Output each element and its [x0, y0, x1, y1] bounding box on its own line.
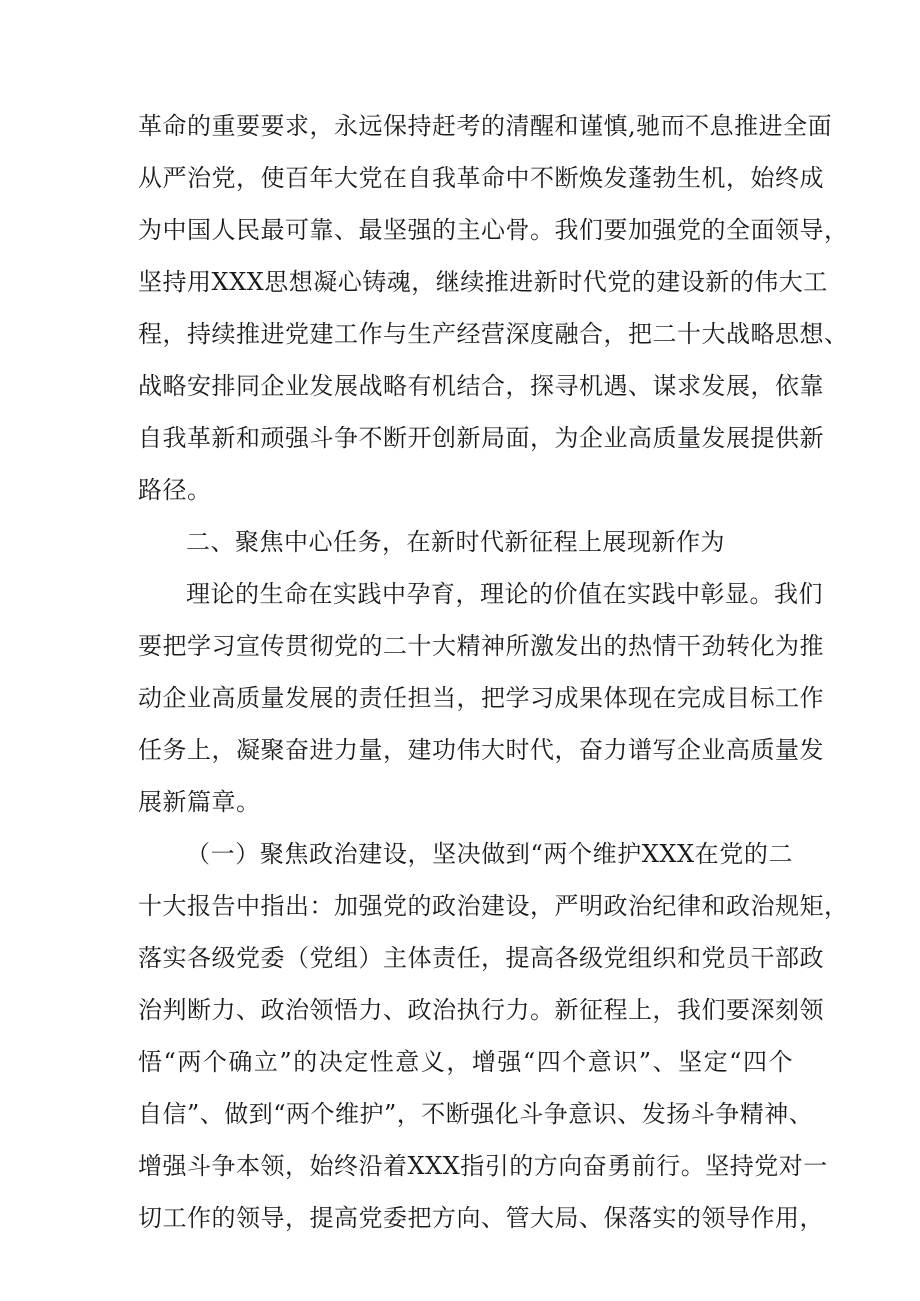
paragraph-line: 革命的重要要求，永远保持赶考的清醒和谨慎,驰而不息推进全面 [138, 112, 833, 140]
paragraph-line: 悟“两个确立”的决定性意义，增强“四个意识”、坚定“四个 [138, 1048, 793, 1076]
paragraph-line: 为中国人民最可靠、最坚强的主心骨。我们要加强党的全面领导， [138, 216, 849, 244]
subsection-line: （一）聚焦政治建设，坚决做到“两个维护XXX在党的二 [186, 840, 793, 868]
paragraph-line: 增强斗争本领，始终沿着XXX指引的方向奋勇前行。坚持党对一 [138, 1152, 828, 1180]
paragraph-line: 自我革新和顽强斗争不断开创新局面，为企业高质量发展提供新 [138, 424, 824, 452]
paragraph-line: 切工作的领导，提高党委把方向、管大局、保落实的领导作用， [138, 1204, 824, 1232]
paragraph-line: 治判断力、政治领悟力、政治执行力。新征程上，我们要深刻领 [138, 996, 824, 1024]
paragraph-line: 路径。 [138, 476, 212, 504]
paragraph-line: 自信”、做到“两个维护”，不断强化斗争意识、发扬斗争精神、 [138, 1100, 814, 1128]
paragraph-line: 十大报告中指出：加强党的政治建设，严明政治纪律和政治规矩， [138, 892, 849, 920]
paragraph-line: 任务上，凝聚奋进力量，建功伟大时代，奋力谱写企业高质量发 [138, 736, 824, 764]
paragraph-line: 坚持用XXX思想凝心铸魂，继续推进新时代党的建设新的伟大工 [138, 268, 828, 296]
paragraph-line: 落实各级党委（党组）主体责任，提高各级党组织和党员干部政 [138, 944, 824, 972]
paragraph-line: 展新篇章。 [138, 788, 261, 816]
paragraph-line: 战略安排同企业发展战略有机结合，探寻机遇、谋求发展，依靠 [138, 372, 824, 400]
paragraph-line: 从严治党，使百年大党在自我革命中不断焕发蓬勃生机，始终成 [138, 164, 824, 192]
paragraph-line: 理论的生命在实践中孕育，理论的价值在实践中彰显。我们 [186, 580, 823, 608]
paragraph-line: 动企业高质量发展的责任担当，把学习成果体现在完成目标工作 [138, 684, 824, 712]
paragraph-line: 程，持续推进党建工作与生产经营深度融合，把二十大战略思想、 [138, 320, 849, 348]
section-heading: 二、聚焦中心任务，在新时代新征程上展现新作为 [186, 528, 725, 556]
paragraph-line: 要把学习宣传贯彻党的二十大精神所激发出的热情干劲转化为推 [138, 632, 824, 660]
